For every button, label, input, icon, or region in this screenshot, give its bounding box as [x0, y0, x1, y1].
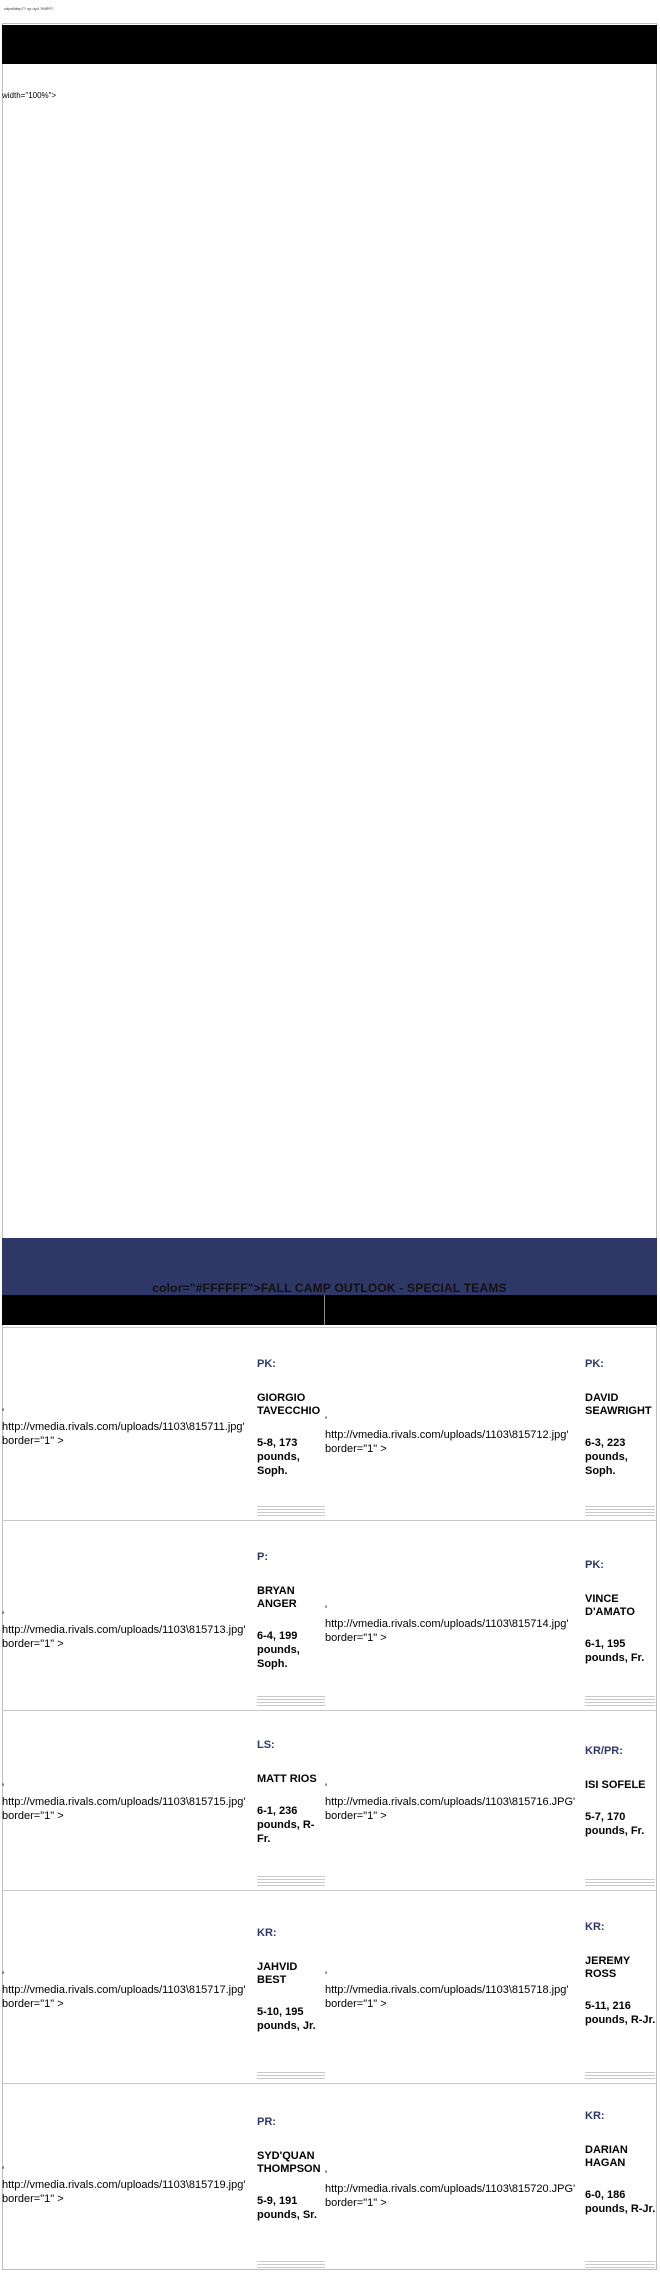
player-stats: 5-10, 195 pounds, Jr. [257, 2006, 316, 2032]
player-name: BRYAN ANGER [257, 1585, 297, 1610]
banner-title: color="#FFFFFF">FALL CAMP OUTLOOK - SPECIAL TEAMS [152, 1281, 507, 1295]
table-row [2, 1520, 657, 1710]
top-black-bar [2, 25, 657, 64]
player-blurb [257, 2261, 325, 2270]
player-blurb [585, 2072, 655, 2081]
player-position: P: [257, 1551, 268, 1563]
player-position: PR: [257, 2116, 276, 2128]
player-position: KR: [585, 1921, 605, 1933]
broken-image-markup: ' http://vmedia.rivals.com/uploads/1103\815720.JPG' border="1" > [325, 2169, 576, 2209]
player-card [2, 1521, 325, 1710]
player-blurb [585, 1696, 655, 1708]
player-stats: 5-9, 191 pounds, Sr. [257, 2195, 317, 2221]
broken-image-markup: ' http://vmedia.rivals.com/uploads/1103\815718.jpg' border="1" > [325, 1970, 569, 2010]
player-blurb [257, 1506, 325, 1518]
table-row [2, 1327, 657, 1520]
player-name: GIORGIO TAVECCHIO [257, 1392, 321, 1417]
player-position: LS: [257, 1739, 275, 1751]
player-position: PK: [585, 1358, 604, 1370]
broken-image-markup: ' http://vmedia.rivals.com/uploads/1103\815719.jpg' border="1" > [2, 2165, 246, 2205]
player-position: PK: [585, 1559, 604, 1571]
player-name: DAVID SEAWRIGHT [585, 1392, 652, 1417]
player-position: KR: [257, 1927, 277, 1939]
player-table [2, 1327, 657, 2272]
player-name: ISI SOFELE [585, 1779, 646, 1791]
player-position: KR/PR: [585, 1745, 623, 1757]
player-blurb [585, 2261, 655, 2270]
column-divider [324, 1295, 325, 1325]
player-card [325, 1711, 657, 1890]
broken-image-markup: ' http://vmedia.rivals.com/uploads/1103\815717.jpg' border="1" > [2, 1970, 246, 2010]
player-name: JAHVID BEST [257, 1961, 298, 1986]
player-blurb [585, 1506, 655, 1518]
player-info [585, 1921, 657, 2027]
header-black-row [2, 1295, 657, 1325]
player-info [257, 1927, 327, 2033]
player-card [2, 2084, 325, 2272]
player-card [325, 1521, 657, 1710]
player-stats: 6-0, 186 pounds, R-Jr. [585, 2189, 656, 2215]
player-info [257, 1739, 327, 1846]
player-stats: 5-7, 170 pounds, Fr. [585, 1811, 645, 1837]
player-card [2, 1711, 325, 1890]
player-card [2, 1328, 325, 1520]
broken-image-markup: ' http://vmedia.rivals.com/uploads/1103\815716.JPG' border="1" > [325, 1782, 576, 1822]
stray-markup-text: cdpe8dep7? cp dy4 ?MRP? [4, 6, 54, 11]
player-blurb [257, 2072, 325, 2081]
player-stats: 6-4, 199 pounds, Soph. [257, 1630, 300, 1670]
table-row [2, 2083, 657, 2272]
player-position: KR: [585, 2110, 605, 2122]
player-blurb [257, 1696, 325, 1708]
player-card [325, 2084, 657, 2272]
player-info [585, 2110, 657, 2216]
player-card [325, 1328, 657, 1520]
player-info [585, 1745, 657, 1838]
broken-image-markup: ' http://vmedia.rivals.com/uploads/1103\815711.jpg' border="1" > [2, 1407, 245, 1447]
player-name: JEREMY ROSS [585, 1955, 631, 1980]
player-card [325, 1891, 657, 2083]
player-info [257, 1551, 327, 1671]
width-markup-fragment: width="100%"> [2, 91, 57, 100]
player-info [257, 1358, 327, 1478]
broken-image-markup: ' http://vmedia.rivals.com/uploads/1103\815714.jpg' border="1" > [325, 1604, 569, 1644]
player-name: MATT RIOS [257, 1773, 317, 1785]
broken-image-markup: ' http://vmedia.rivals.com/uploads/1103\815713.jpg' border="1" > [2, 1610, 246, 1650]
broken-image-markup: ' http://vmedia.rivals.com/uploads/1103\815715.jpg' border="1" > [2, 1782, 246, 1822]
player-blurb [257, 1876, 325, 1888]
player-position: PK: [257, 1358, 276, 1370]
player-stats: 5-11, 216 pounds, R-Jr. [585, 2000, 656, 2026]
player-stats: 6-1, 195 pounds, Fr. [585, 1638, 645, 1664]
player-stats: 5-8, 173 pounds, Soph. [257, 1437, 300, 1477]
player-card [2, 1891, 325, 2083]
player-info [585, 1559, 657, 1665]
player-stats: 6-1, 236 pounds, R-Fr. [257, 1805, 315, 1845]
table-row [2, 1710, 657, 1890]
player-name: VINCE D'AMATO [585, 1593, 635, 1618]
player-name: SYD'QUAN THOMPSON [257, 2150, 321, 2175]
table-row [2, 1890, 657, 2083]
player-info [257, 2116, 329, 2222]
player-blurb [585, 1879, 655, 1888]
section-banner [2, 1238, 657, 1295]
player-name: DARIAN HAGAN [585, 2144, 628, 2169]
player-info [585, 1358, 657, 1478]
broken-image-markup: ' http://vmedia.rivals.com/uploads/1103\815712.jpg' border="1" > [325, 1415, 569, 1455]
player-stats: 6-3, 223 pounds, Soph. [585, 1437, 628, 1477]
